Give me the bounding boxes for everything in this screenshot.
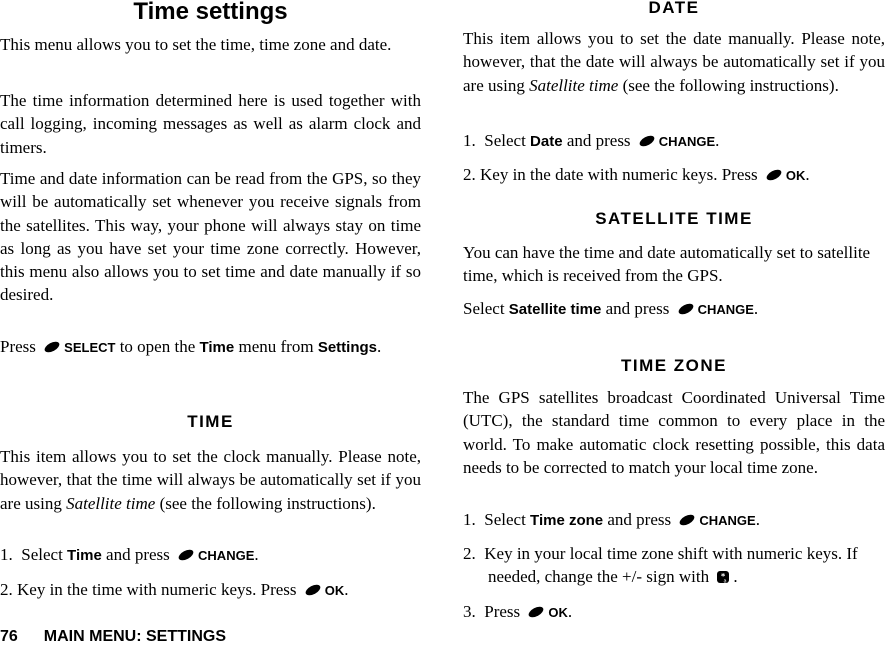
soft-key-icon [177, 549, 195, 561]
satellite-description: You can have the time and date automatically set to satellite time, which is received from the GPS. [463, 243, 871, 286]
period: . [715, 131, 720, 150]
intro-paragraph-2: The time information determined here is used together with call logging, incoming messages as well as alarm clock and timers. [0, 91, 421, 157]
change-key-label: CHANGE [658, 134, 716, 149]
step-text: Key in your local time zone shift with numeric keys. If needed, change the +/- sign with [484, 544, 858, 587]
time-zone-step-3 [463, 600, 885, 624]
time-zone-step-1 [463, 508, 885, 532]
svg-text:*: * [721, 572, 726, 582]
footer-section-title: MAIN MENU: SETTINGS [43, 628, 227, 645]
step-number: 2. [463, 165, 476, 184]
select-text: Select [484, 131, 526, 150]
time-heading: TIME [187, 412, 234, 431]
page-footer [0, 628, 226, 646]
time-item-label: Time [67, 547, 102, 564]
star-key-icon [716, 570, 730, 584]
time-description [0, 445, 421, 515]
satellite-step [463, 297, 885, 321]
intro-paragraph-1: This menu allows you to set the time, time zone and date. [0, 35, 392, 54]
press-text: and press [607, 510, 672, 529]
svg-text:a: a [723, 578, 727, 585]
date-step-1 [463, 129, 885, 153]
press-text: and press [566, 131, 631, 150]
soft-key-icon [765, 169, 783, 181]
period: . [254, 545, 259, 564]
soft-key-icon [677, 303, 695, 315]
step-text: Key in the time with numeric keys. Press [17, 580, 297, 599]
press-text: and press [106, 545, 170, 564]
soft-key-icon [678, 514, 696, 526]
satellite-time-heading: SATELLITE TIME [595, 209, 753, 228]
satellite-time-reference: Satellite time [529, 75, 619, 95]
step-number: 3. [463, 602, 476, 621]
soft-key-icon [43, 341, 61, 353]
period: . [344, 580, 349, 599]
date-description [463, 27, 885, 97]
intro-paragraph-4 [0, 335, 421, 359]
date-description-text: This item allows you to set the date manually. Please note, however, that the date will always be automatically set if you are using [463, 29, 885, 95]
settings-menu-label: Settings [317, 339, 378, 356]
step-number: 1. [0, 545, 13, 564]
satellite-time-reference: Satellite time [66, 493, 156, 513]
time-step-2 [0, 578, 421, 602]
time-description-text: This item allows you to set the clock manually. Please note, however, that the time will always be automatically set if you are using [0, 447, 421, 513]
select-text: Select [484, 510, 526, 529]
date-step-2 [463, 163, 885, 187]
period: . [753, 299, 759, 318]
time-zone-heading: TIME ZONE [620, 356, 728, 375]
select-text: Select [21, 545, 63, 564]
step-text: Key in the date with numeric keys. Press [480, 165, 758, 184]
time-description-tail: (see the following instructions). [159, 493, 376, 513]
period: . [733, 567, 738, 587]
soft-key-icon [638, 135, 656, 147]
period: . [755, 510, 760, 529]
period: . [805, 165, 810, 184]
change-key-label: CHANGE [697, 302, 754, 317]
press-text: and press [605, 299, 670, 318]
ok-key-label: OK [324, 583, 345, 598]
intro-paragraph-3: Time and date information can be read from the GPS, so they will be automatically set whenever you receive signals from the satellites. This way, your phone will always stay on time as long as you have set your time zone correctly. However, this menu also allows you to set time and date manually if so desired. [0, 169, 421, 305]
step-number: 2. [0, 580, 13, 599]
step-number: 2. [463, 544, 476, 563]
press-text: Press [484, 602, 521, 621]
select-text: Select [463, 299, 505, 318]
satellite-time-item-label: Satellite time [508, 301, 602, 318]
time-zone-description: The GPS satellites broadcast Coordinated Universal Time (UTC), the standard time common to every place in the world. To make automatic clock resetting possible, this data needs to be corrected to match your local time zone. [463, 388, 885, 477]
date-description-tail: (see the following instructions). [622, 75, 839, 95]
change-key-label: CHANGE [198, 548, 255, 563]
period: . [567, 602, 573, 621]
soft-key-icon [527, 606, 545, 618]
soft-key-icon [304, 584, 322, 596]
date-item-label: Date [530, 133, 563, 150]
step-number: 1. [463, 131, 476, 150]
time-zone-step-2 [463, 542, 885, 589]
ok-key-label: OK [548, 605, 568, 620]
date-heading: DATE [648, 0, 700, 17]
page-title: Time settings [133, 0, 288, 25]
change-key-label: CHANGE [699, 513, 756, 528]
time-step-1 [0, 543, 421, 567]
period: . [377, 337, 382, 356]
from-text: menu from [238, 337, 314, 356]
select-key-label: SELECT [64, 340, 116, 355]
page-number: 76 [0, 628, 18, 645]
time-menu-label: Time [199, 339, 235, 356]
press-text: Press [0, 337, 36, 356]
ok-key-label: OK [785, 168, 806, 183]
open-text: to open the [119, 337, 196, 356]
step-number: 1. [463, 510, 476, 529]
time-zone-item-label: Time zone [530, 512, 604, 529]
